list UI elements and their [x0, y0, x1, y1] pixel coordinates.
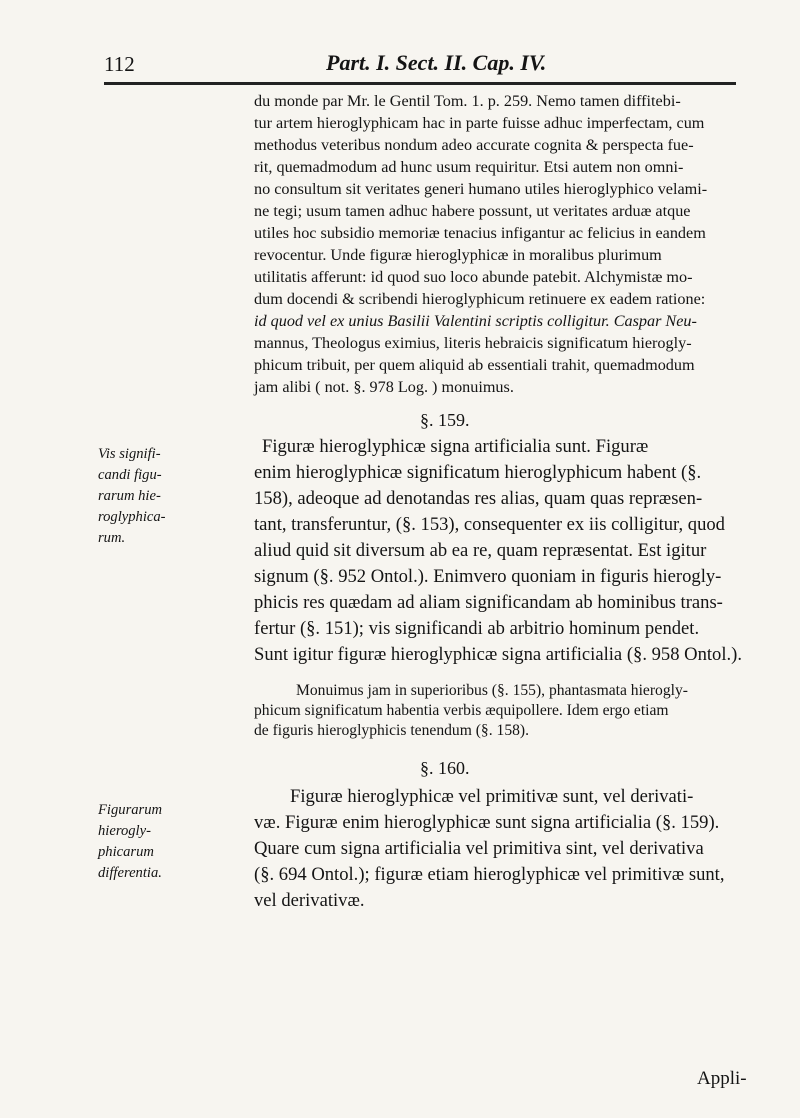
margin-note-159 — [98, 444, 248, 549]
margin-note-line: differentia. — [98, 865, 162, 881]
text-line: du monde par Mr. le Gentil Tom. 1. p. 259. Nemo tamen diffitebi- — [254, 92, 681, 110]
page-number: 112 — [104, 52, 135, 76]
text-line: ne tegi; usum tamen adhuc habere possunt, ut veritates arduæ atque — [254, 202, 691, 220]
margin-note-line: rum. — [98, 530, 126, 546]
margin-note-160 — [98, 800, 248, 884]
text-line: phicis res quædam ad aliam significandam ab hominibus trans- — [254, 592, 723, 613]
text-line: Monuimus jam in superioribus (§. 155), phantasmata hierogly- — [296, 682, 688, 699]
text-line: Sunt igitur figuræ hieroglyphicæ signa artificialia (§. 958 Ontol.). — [254, 644, 743, 665]
text-line: jam alibi ( not. §. 978 Log. ) monuimus. — [254, 378, 514, 396]
text-line: Figuræ hieroglyphicæ signa artificialia sunt. Figuræ — [262, 436, 649, 457]
margin-note-line: Figurarum — [98, 802, 163, 818]
page-header — [104, 46, 744, 82]
text-line: de figuris hieroglyphicis tenendum (§. 158). — [254, 722, 529, 739]
text-line: tur artem hieroglyphicam hac in parte fuisse adhuc imperfectam, cum — [254, 114, 705, 132]
text-line: methodus veteribus nondum adeo accurate cognita & perspecta fue- — [254, 136, 694, 154]
margin-note-line: roglyphica- — [98, 509, 166, 525]
text-line: væ. Figuræ enim hieroglyphicæ sunt signa artificialia (§. 159). — [254, 812, 720, 833]
header-rule — [104, 82, 736, 85]
text-line: 158), adeoque ad denotandas res alias, quam quas repræsen- — [254, 488, 703, 509]
text-line: phicum significatum habentia verbis æquipollere. Idem ergo etiam — [254, 702, 669, 719]
text-line: Quare cum signa artificialia vel primitiva sint, vel derivativa — [254, 838, 704, 859]
margin-note-line: phicarum — [98, 844, 154, 860]
text-line: phicum tribuit, per quem aliquid ab essentiali trahit, quemadmodum — [254, 356, 695, 374]
section-number-159: §. 159. — [420, 410, 470, 430]
text-line: aliud quid sit diversum ab ea re, quam repræsentat. Est igitur — [254, 540, 707, 561]
catchword: Appli- — [697, 1068, 747, 1089]
text-line: tant, transferuntur, (§. 153), consequenter ex iis colligitur, quod — [254, 514, 725, 535]
text-line: revocentur. Unde figuræ hieroglyphicæ in moralibus plurimum — [254, 246, 662, 264]
margin-note-line: rarum hie- — [98, 488, 161, 504]
margin-note-line: Vis signifi- — [98, 446, 161, 462]
text-line: mannus, Theologus eximius, literis hebraicis significatum hierogly- — [254, 334, 692, 352]
text-line: Figuræ hieroglyphicæ vel primitivæ sunt, vel derivati- — [290, 786, 694, 807]
margin-note-line: hierogly- — [98, 823, 151, 839]
text-line: fertur (§. 151); vis significandi ab arbitrio hominum pendet. — [254, 618, 700, 639]
text-line: utilitatis afferunt: id quod suo loco abunde patebit. Alchymistæ mo- — [254, 268, 693, 286]
text-line: rit, quemadmodum ad hunc usum requiritur. Etsi autem non omni- — [254, 158, 684, 176]
margin-note-line: candi figu- — [98, 467, 162, 483]
text-line: utiles hoc subsidio memoriæ tenacius infigantur ac felicius in eandem — [254, 224, 706, 242]
section-number-160: §. 160. — [420, 758, 470, 778]
text-line: enim hieroglyphicæ significatum hieroglyphicum habent (§. — [254, 462, 702, 483]
text-line: id quod vel ex unius Basilii Valentini scriptis colligitur. Caspar Neu- — [254, 312, 697, 330]
running-head: Part. I. Sect. II. Cap. IV. — [326, 50, 547, 75]
text-line: dum docendi & scribendi hieroglyphicum retinuere ex eadem ratione: — [254, 290, 706, 308]
text-line: no consultum sit veritates generi humano utiles hieroglyphico velami- — [254, 180, 708, 198]
text-line: vel derivativæ. — [254, 890, 365, 911]
text-line: (§. 694 Ontol.); figuræ etiam hieroglyphicæ vel primitivæ sunt, — [254, 864, 725, 885]
text-line: signum (§. 952 Ontol.). Enimvero quoniam in figuris hierogly- — [254, 566, 722, 587]
